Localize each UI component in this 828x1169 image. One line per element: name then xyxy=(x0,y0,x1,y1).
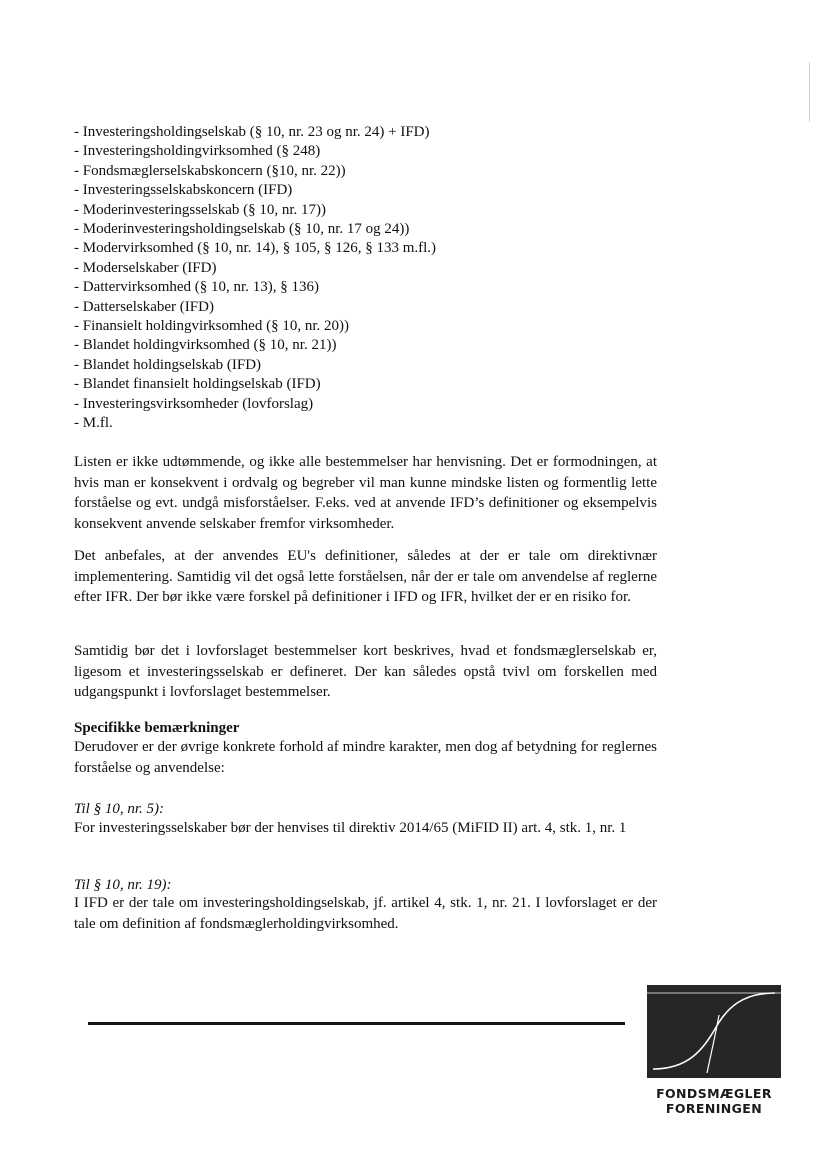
list-item: - Blandet finansielt holdingselskab (IFD) xyxy=(74,376,321,393)
logo-line-2: FORENINGEN xyxy=(665,1101,763,1116)
footer-divider xyxy=(88,1022,625,1025)
list-item: - Blandet holdingselskab (IFD) xyxy=(74,356,262,373)
section-heading: Specifikke bemærkninger xyxy=(74,720,240,736)
list-item: - Moderinvesteringsselskab (§ 10, nr. 17)) xyxy=(74,201,327,218)
paragraph-section-10-5: For investeringsselskaber bør der henvises til direktiv 2014/65 (MiFID II) art. 4, stk. 1, nr. 1 xyxy=(74,820,627,836)
logo-mark xyxy=(647,985,781,1078)
list-item: - Investeringsvirksomheder (lovforslag) xyxy=(74,395,314,412)
list-item: - Investeringsholdingvirksomhed (§ 248) xyxy=(74,143,321,160)
paragraph-eu-definitions: Det anbefales, at der anvendes EU's definitioner, således at der er tale om direktivnær implementering. Samtidig vil det også lette forståelsen, når der er tale om anvendelse af reglerne efter IFR. Der bør ikke være forskel på definitioner i IFD og IFR, hvilket der er en risiko for. xyxy=(74,548,657,606)
list-item: - Investeringsselskabskoncern (IFD) xyxy=(74,182,293,199)
definitions-list xyxy=(74,123,674,434)
paragraph-intro-specific: Derudover er der øvrige konkrete forhold af mindre karakter, men dog af betydning for reglernes forståelse og anvendelse: xyxy=(74,739,657,776)
paragraph-fondsmaegler-definition: Samtidig bør det i lovforslaget bestemmelser kort beskrives, hvad et fondsmæglerselskab er, ligesom et investeringsselskab er defineret. Der kan således opstå tvivl om forskellen med udgangspunkt i lovforslaget bestemmelser. xyxy=(74,643,657,701)
logo-line-1: FONDSMÆGLER xyxy=(656,1086,772,1101)
list-item: - Blandet holdingvirksomhed (§ 10, nr. 21)) xyxy=(74,337,337,354)
list-item: - Investeringsholdingselskab (§ 10, nr. 23 og nr. 24) + IFD) xyxy=(74,124,430,140)
organization-logo xyxy=(647,985,781,1116)
list-item: - Fondsmæglerselskabskoncern (§10, nr. 22)) xyxy=(74,162,346,179)
list-item: - Moderselskaber (IFD) xyxy=(74,259,217,276)
paragraph-list-note: Listen er ikke udtømmende, og ikke alle bestemmelser har henvisning. Det er formodningen, at hvis man er konsekvent i ordvalg og begreber vil man kunne mindske listen og formentlig lette forståelse og evt. undgå misforståelser. F.eks. ved at anvende IFD’s definitioner og eksempelvis konsekvent anvende selskaber fremfor virksomheder. xyxy=(74,454,657,532)
stylized-f-curve-icon xyxy=(647,985,781,1078)
subheading-section-10-5: Til § 10, nr. 5): xyxy=(74,801,165,817)
subheading-section-10-19: Til § 10, nr. 19): xyxy=(74,877,172,893)
list-item: - Modervirksomhed (§ 10, nr. 14), § 105, § 126, § 133 m.fl.) xyxy=(74,240,437,257)
logo-wordmark xyxy=(647,1086,781,1116)
scan-artifact xyxy=(809,62,810,122)
list-item: - Finansielt holdingvirksomhed (§ 10, nr. 20)) xyxy=(74,318,349,335)
list-item: - Datterselskaber (IFD) xyxy=(74,298,214,315)
paragraph-section-10-19: I IFD er der tale om investeringsholdingselskab, jf. artikel 4, stk. 1, nr. 21. I lovforslaget er der tale om definition af fondsmæglerholdingvirksomhed. xyxy=(74,895,657,932)
list-item: - M.fl. xyxy=(74,415,113,432)
list-item: - Dattervirksomhed (§ 10, nr. 13), § 136) xyxy=(74,279,319,296)
list-item: - Moderinvesteringsholdingselskab (§ 10, nr. 17 og 24)) xyxy=(74,221,410,238)
